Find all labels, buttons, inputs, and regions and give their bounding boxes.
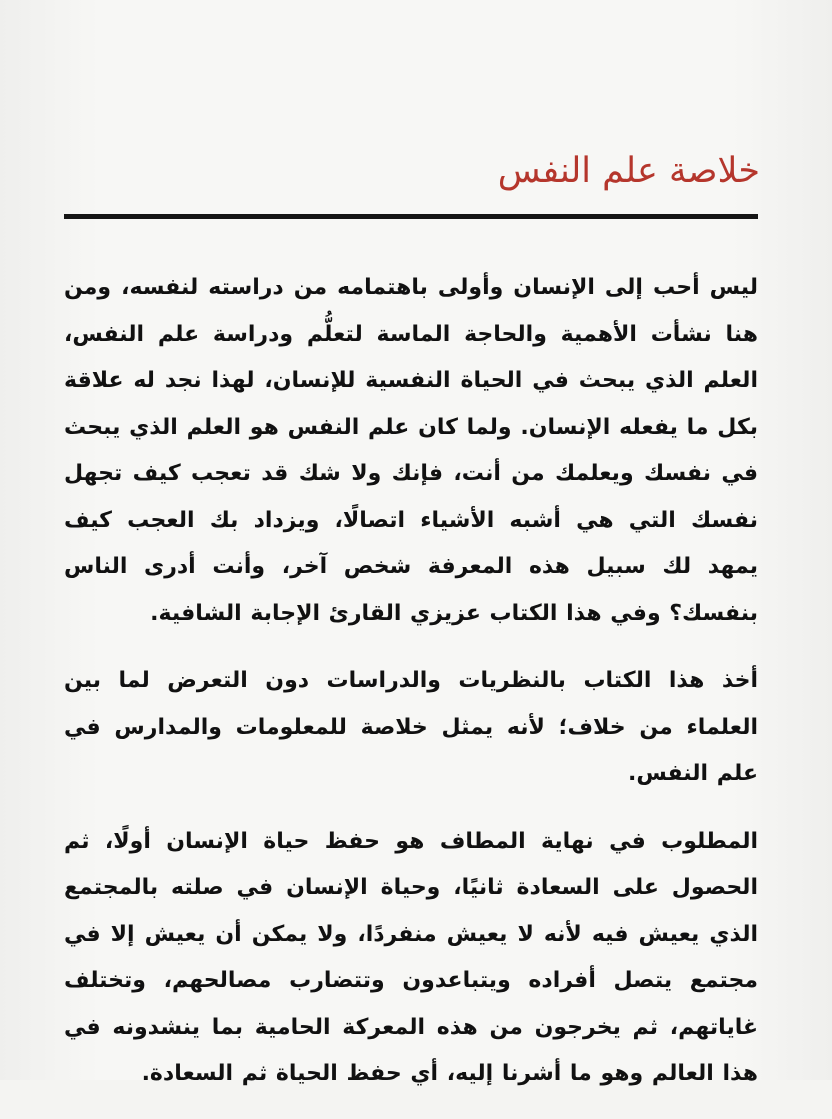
book-title: خلاصة علم النفس xyxy=(497,151,760,191)
paragraph-life-and-happiness: المطلوب في نهاية المطاف هو حفظ حياة الإنسان أولًا، ثم الحصول على السعادة ثانيًا، وحياة الإنسان في صلته بالمجتمع الذي يعيش فيه لأنه لا يعيش منفردًا، ولا يمكن أن يعيش إلا في مجتمع يتصل أفراده ويتباعدون وتتضارب مصالحهم، وتختلف غاياتهم، ثم يخرجون من هذه المعركة الحامية بما ينشدونه في هذا العالم وهو ما أشرنا إليه، أي حفظ الحياة ثم السعادة. xyxy=(64,828,758,1086)
paragraph-introduction: ليس أحب إلى الإنسان وأولى باهتمامه من دراسته لنفسه، ومن هنا نشأت الأهمية والحاجة الماسة لتعلُّم ودراسة علم النفس، العلم الذي يبحث في الحياة النفسية للإنسان، لهذا نجد له علاقة بكل ما يفعله الإنسان. ولما كان علم النفس هو العلم الذي يبحث في نفسك ويعلمك من أنت، فإنك ولا شك قد تعجب كيف تجهل نفسك التي هي أشبه الأشياء اتصالًا، ويزداد بك العجب كيف يمهد لك سبيل هذه المعرفة شخص آخر، وأنت أدرى الناس بنفسك؟ وفي هذا الكتاب عزيزي القارئ الإجابة الشافية. xyxy=(64,275,758,626)
description-text-block xyxy=(64,265,758,1119)
title-divider xyxy=(64,214,758,219)
paragraph-book-scope: أخذ هذا الكتاب بالنظريات والدراسات دون التعرض لما بين العلماء من خلاف؛ لأنه يمثل خلاصة للمعلومات والمدارس في علم النفس. xyxy=(64,668,758,786)
